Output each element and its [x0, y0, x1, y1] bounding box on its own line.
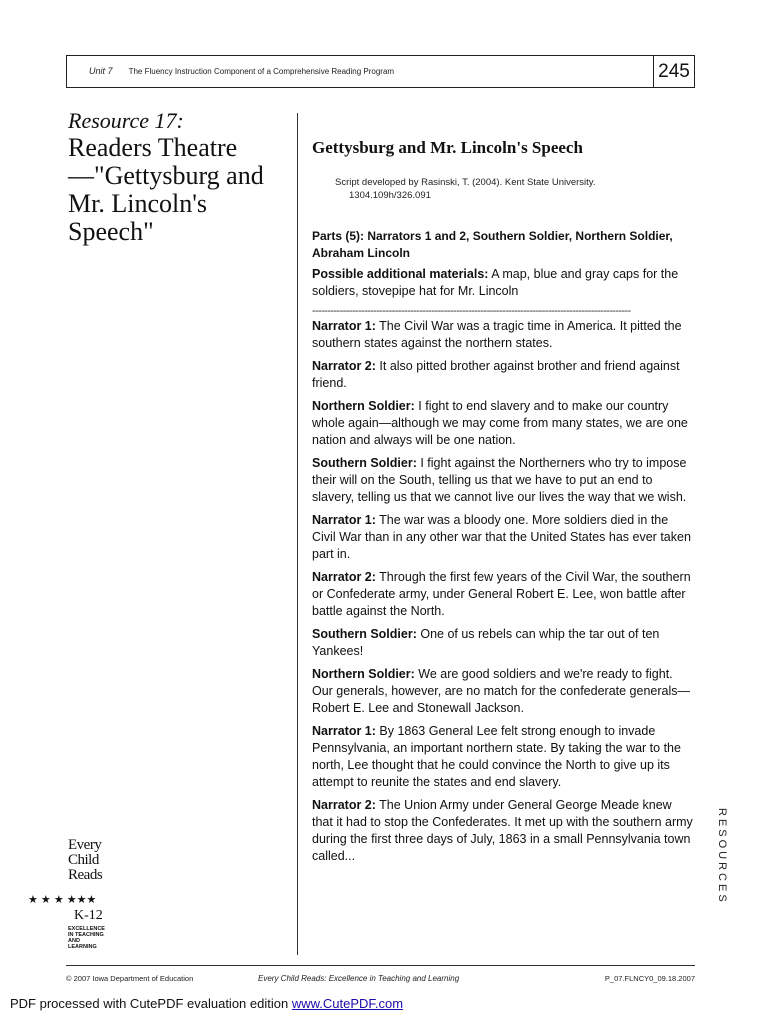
speaker: Northern Soldier:: [312, 667, 415, 681]
line-text: One of us rebels can whip the tar out of ten Yankees!: [312, 627, 660, 658]
speaker: Narrator 1:: [312, 724, 376, 738]
speaker: Narrator 2:: [312, 359, 376, 373]
tagline-1: EXCELLENCE: [68, 926, 105, 932]
resource-label: Resource 17:: [68, 108, 184, 133]
line-text: I fight to end slavery and to make our country whole again—although we may come from many states, we are one nation and always will be one nation.: [312, 399, 688, 447]
speaker: Southern Soldier:: [312, 456, 417, 470]
stars-icon: ★ ★ ★ ★★★: [28, 894, 97, 906]
logo-word-child: Child: [68, 852, 99, 868]
footer-center: Every Child Reads: Excellence in Teaching and Learning: [258, 974, 460, 983]
materials-label: Possible additional materials:: [312, 267, 489, 281]
script-line: [312, 626, 694, 660]
every-child-reads-logo: [28, 838, 128, 956]
cutepdf-watermark: [10, 996, 403, 1011]
line-text: By 1863 General Lee felt strong enough to invade Pennsylvania, an important northern state. By taking the war to the north, Lee thought that he could convince the North to give up its attempt to reunite the states and end slavery.: [312, 724, 681, 789]
script-line: [312, 318, 694, 352]
line-text: The Union Army under General George Meade knew that it had to stop the Confederates. It met up with the southern army during the first three days of July, 1863 in a small Pennsylvania town called...: [312, 798, 693, 863]
dashed-divider: --------------------------------------------------------------------------------------------------------: [312, 305, 631, 317]
script-line: [312, 797, 694, 865]
speaker: Narrator 1:: [312, 319, 376, 333]
tagline-2: IN TEACHING: [68, 932, 104, 938]
cutepdf-link[interactable]: www.CutePDF.com: [291, 996, 404, 1011]
script-line: [312, 569, 694, 620]
footer-code: P_07.FLNCY0_09.18.2007: [604, 974, 695, 983]
script-line: [312, 666, 694, 717]
parts-list: Parts (5): Narrators 1 and 2, Southern Soldier, Northern Soldier, Abraham Lincoln: [312, 229, 673, 260]
script-title: Gettysburg and Mr. Lincoln's Speech: [312, 138, 583, 157]
script-line: [312, 398, 694, 449]
tagline-3: AND: [68, 938, 80, 944]
credit-line-1: Script developed by Rasinski, T. (2004). Kent State University.: [335, 177, 596, 188]
line-text: The war was a bloody one. More soldiers died in the Civil War than in any other war that the United States has ever taken part in.: [312, 513, 691, 561]
logo-word-every: Every: [68, 837, 102, 853]
line-text: It also pitted brother against brother and friend against friend.: [312, 359, 680, 390]
script-body: [312, 138, 694, 871]
column-divider: [297, 113, 298, 955]
script-line: [312, 512, 694, 563]
page-header: [66, 55, 695, 88]
script-line: [312, 723, 694, 791]
footer-rule: [66, 965, 695, 966]
line-text: We are good soldiers and we're ready to fight. Our generals, however, are no match for the confederate generals—Robert E. Lee and Stonewall Jackson.: [312, 667, 690, 715]
tagline-4: LEARNING: [68, 944, 97, 950]
credit-line-2: 1304.109h/326.091: [349, 190, 431, 201]
line-text: I fight against the Northerners who try to impose their will on the South, telling us that we have to put an end to slavery, telling us that we cannot live our lives the way that we wish.: [312, 456, 687, 504]
speaker: Narrator 2:: [312, 798, 376, 812]
script-line: [312, 455, 694, 506]
line-text: Through the first few years of the Civil War, the southern or Confederate army, under General Robert E. Lee, won battle after battle against the North.: [312, 570, 691, 618]
unit-label: Unit 7: [89, 66, 113, 76]
footer-copyright: © 2007 Iowa Department of Education: [66, 974, 194, 983]
watermark-text: PDF processed with CutePDF evaluation edition: [10, 996, 292, 1011]
script-line: [312, 358, 694, 392]
logo-word-reads: Reads: [68, 867, 103, 883]
speaker: Southern Soldier:: [312, 627, 417, 641]
line-text: The Civil War was a tragic time in America. It pitted the southern states against the northern states.: [312, 319, 682, 350]
script-credit: [335, 176, 694, 202]
header-text: [89, 66, 394, 76]
resource-title: Readers Theatre—"Gettysburg and Mr. Lincoln's Speech": [68, 133, 264, 246]
logo-grade: K-12: [74, 908, 103, 923]
page-number: 245: [653, 56, 694, 87]
header-title: The Fluency Instruction Component of a Comprehensive Reading Program: [128, 67, 395, 76]
speaker: Narrator 1:: [312, 513, 376, 527]
speaker: Northern Soldier:: [312, 399, 415, 413]
logo-tagline: [68, 926, 105, 950]
materials: [312, 266, 694, 300]
speaker: Narrator 2:: [312, 570, 376, 584]
materials-text: A map, blue and gray caps for the soldiers, stovepipe hat for Mr. Lincoln: [312, 267, 679, 298]
side-resources-label: RESOURCES: [716, 808, 728, 905]
